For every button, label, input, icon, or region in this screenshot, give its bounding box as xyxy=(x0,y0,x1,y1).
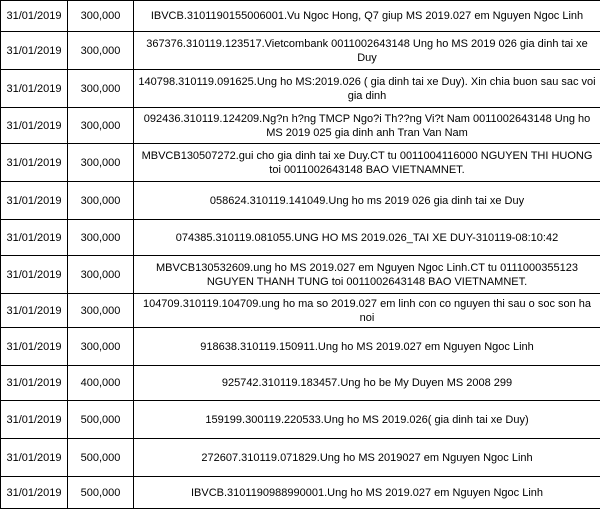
description-cell: 159199.300119.220533.Ung ho MS 2019.026( gia dinh tai xe Duy) xyxy=(134,401,600,439)
description-cell: IBVCB.3101190988990001.Ung ho MS 2019.027 em Nguyen Ngoc Linh xyxy=(134,477,600,509)
amount-cell: 300,000 xyxy=(68,182,134,220)
amount-cell: 400,000 xyxy=(68,366,134,401)
table-row xyxy=(1,182,600,220)
date-cell: 31/01/2019 xyxy=(1,144,68,182)
date-cell: 31/01/2019 xyxy=(1,108,68,144)
description-cell: 092436.310119.124209.Ng?n h?ng TMCP Ngo?i Th??ng Vi?t Nam 0011002643148 Ung ho MS 2019 025 gia dinh anh Tran Van Nam xyxy=(134,108,600,144)
date-cell: 31/01/2019 xyxy=(1,328,68,366)
date-cell: 31/01/2019 xyxy=(1,477,68,509)
date-cell: 31/01/2019 xyxy=(1,401,68,439)
table-row xyxy=(1,1,600,32)
description-cell: MBVCB130507272.gui cho gia dinh tai xe Duy.CT tu 0011004116000 NGUYEN THI HUONG toi 0011002643148 BAO VIETNAMNET. xyxy=(134,144,600,182)
description-cell: IBVCB.3101190155006001.Vu Ngoc Hong, Q7 giup MS 2019.027 em Nguyen Ngoc Linh xyxy=(134,1,600,32)
date-cell: 31/01/2019 xyxy=(1,294,68,328)
date-cell: 31/01/2019 xyxy=(1,256,68,294)
table-row xyxy=(1,32,600,70)
table-row xyxy=(1,439,600,477)
date-cell: 31/01/2019 xyxy=(1,32,68,70)
amount-cell: 300,000 xyxy=(68,256,134,294)
description-cell: 272607.310119.071829.Ung ho MS 2019027 em Nguyen Ngoc Linh xyxy=(134,439,600,477)
description-cell: 140798.310119.091625.Ung ho MS:2019.026 ( gia dinh tai xe Duy). Xin chia buon sau sac voi gia dinh xyxy=(134,70,600,108)
date-cell: 31/01/2019 xyxy=(1,182,68,220)
date-cell: 31/01/2019 xyxy=(1,70,68,108)
description-cell: 074385.310119.081055.UNG HO MS 2019.026_TAI XE DUY-310119-08:10:42 xyxy=(134,220,600,256)
description-cell: 925742.310119.183457.Ung ho be My Duyen MS 2008 299 xyxy=(134,366,600,401)
description-cell: 367376.310119.123517.Vietcombank 0011002643148 Ung ho MS 2019 026 gia dinh tai xe Duy xyxy=(134,32,600,70)
date-cell: 31/01/2019 xyxy=(1,439,68,477)
date-cell: 31/01/2019 xyxy=(1,366,68,401)
table-row xyxy=(1,144,600,182)
table-row xyxy=(1,220,600,256)
table-row xyxy=(1,328,600,366)
amount-cell: 500,000 xyxy=(68,401,134,439)
table-row xyxy=(1,366,600,401)
table-row xyxy=(1,477,600,509)
amount-cell: 500,000 xyxy=(68,477,134,509)
description-cell: 104709.310119.104709.ung ho ma so 2019.027 em linh con co nguyen thi sau o soc son ha noi xyxy=(134,294,600,328)
amount-cell: 300,000 xyxy=(68,220,134,256)
amount-cell: 300,000 xyxy=(68,108,134,144)
description-cell: 058624.310119.141049.Ung ho ms 2019 026 gia dinh tai xe Duy xyxy=(134,182,600,220)
amount-cell: 300,000 xyxy=(68,144,134,182)
table-row xyxy=(1,108,600,144)
table-row xyxy=(1,256,600,294)
amount-cell: 300,000 xyxy=(68,70,134,108)
amount-cell: 300,000 xyxy=(68,1,134,32)
amount-cell: 300,000 xyxy=(68,294,134,328)
table-row xyxy=(1,401,600,439)
date-cell: 31/01/2019 xyxy=(1,220,68,256)
table-row xyxy=(1,70,600,108)
amount-cell: 500,000 xyxy=(68,439,134,477)
description-cell: MBVCB130532609.ung ho MS 2019.027 em Nguyen Ngoc Linh.CT tu 0111000355123 NGUYEN THANH TUNG toi 0011002643148 BAO VIETNAMNET. xyxy=(134,256,600,294)
description-cell: 918638.310119.150911.Ung ho MS 2019.027 em Nguyen Ngoc Linh xyxy=(134,328,600,366)
table-row xyxy=(1,294,600,328)
amount-cell: 300,000 xyxy=(68,32,134,70)
amount-cell: 300,000 xyxy=(68,328,134,366)
date-cell: 31/01/2019 xyxy=(1,1,68,32)
